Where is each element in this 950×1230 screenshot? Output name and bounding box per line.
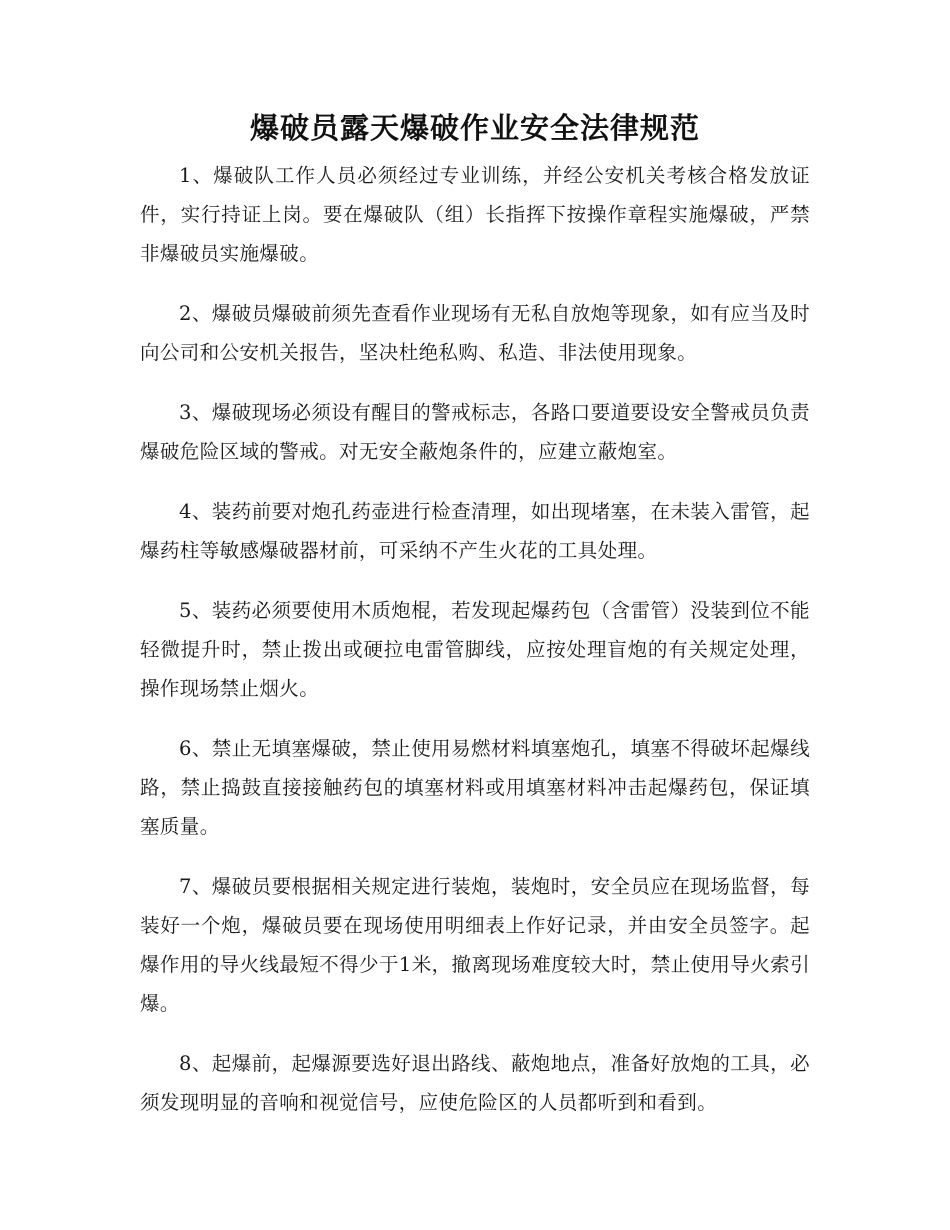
document-page	[140, 108, 810, 1143]
paragraph-6: 6、禁止无填塞爆破，禁止使用易燃材料填塞炮孔，填塞不得破坏起爆线路，禁止捣鼓直接接触药包的填塞材料或用填塞材料冲击起爆药包，保证填塞质量。	[140, 737, 810, 838]
paragraph-1: 1、爆破队工作人员必须经过专业训练，并经公安机关考核合格发放证件，实行持证上岗。要在爆破队（组）长指挥下按操作章程实施爆破，严禁非爆破员实施爆破。	[140, 164, 810, 265]
paragraph-2: 2、爆破员爆破前须先查看作业现场有无私自放炮等现象，如有应当及时向公司和公安机关报告，坚决杜绝私购、私造、非法使用现象。	[140, 302, 810, 364]
paragraph-8: 8、起爆前，起爆源要选好退出路线、蔽炮地点，准备好放炮的工具，必须发现明显的音响和视觉信号，应使危险区的人员都听到和看到。	[140, 1052, 810, 1114]
document-title: 爆破员露天爆破作业安全法律规范	[249, 111, 700, 145]
paragraph-3: 3、爆破现场必须设有醒目的警戒标志，各路口要道要设安全警戒员负责爆破危险区域的警戒。对无安全蔽炮条件的，应建立蔽炮室。	[140, 401, 810, 463]
paragraph-4: 4、装药前要对炮孔药壶进行检查清理，如出现堵塞，在未装入雷管，起爆药柱等敏感爆破器材前，可采纳不产生火花的工具处理。	[140, 500, 810, 562]
paragraph-7: 7、爆破员要根据相关规定进行装炮，装炮时，安全员应在现场监督，每装好一个炮，爆破员要在现场使用明细表上作好记录，并由安全员签字。起爆作用的导火线最短不得少于1米，撤离现场难度较大时，禁止使用导火索引爆。	[140, 875, 810, 1015]
paragraph-5: 5、装药必须要使用木质炮棍，若发现起爆药包（含雷管）没装到位不能轻微提升时，禁止拨出或硬拉电雷管脚线，应按处理盲炮的有关规定处理，操作现场禁止烟火。	[140, 599, 810, 700]
